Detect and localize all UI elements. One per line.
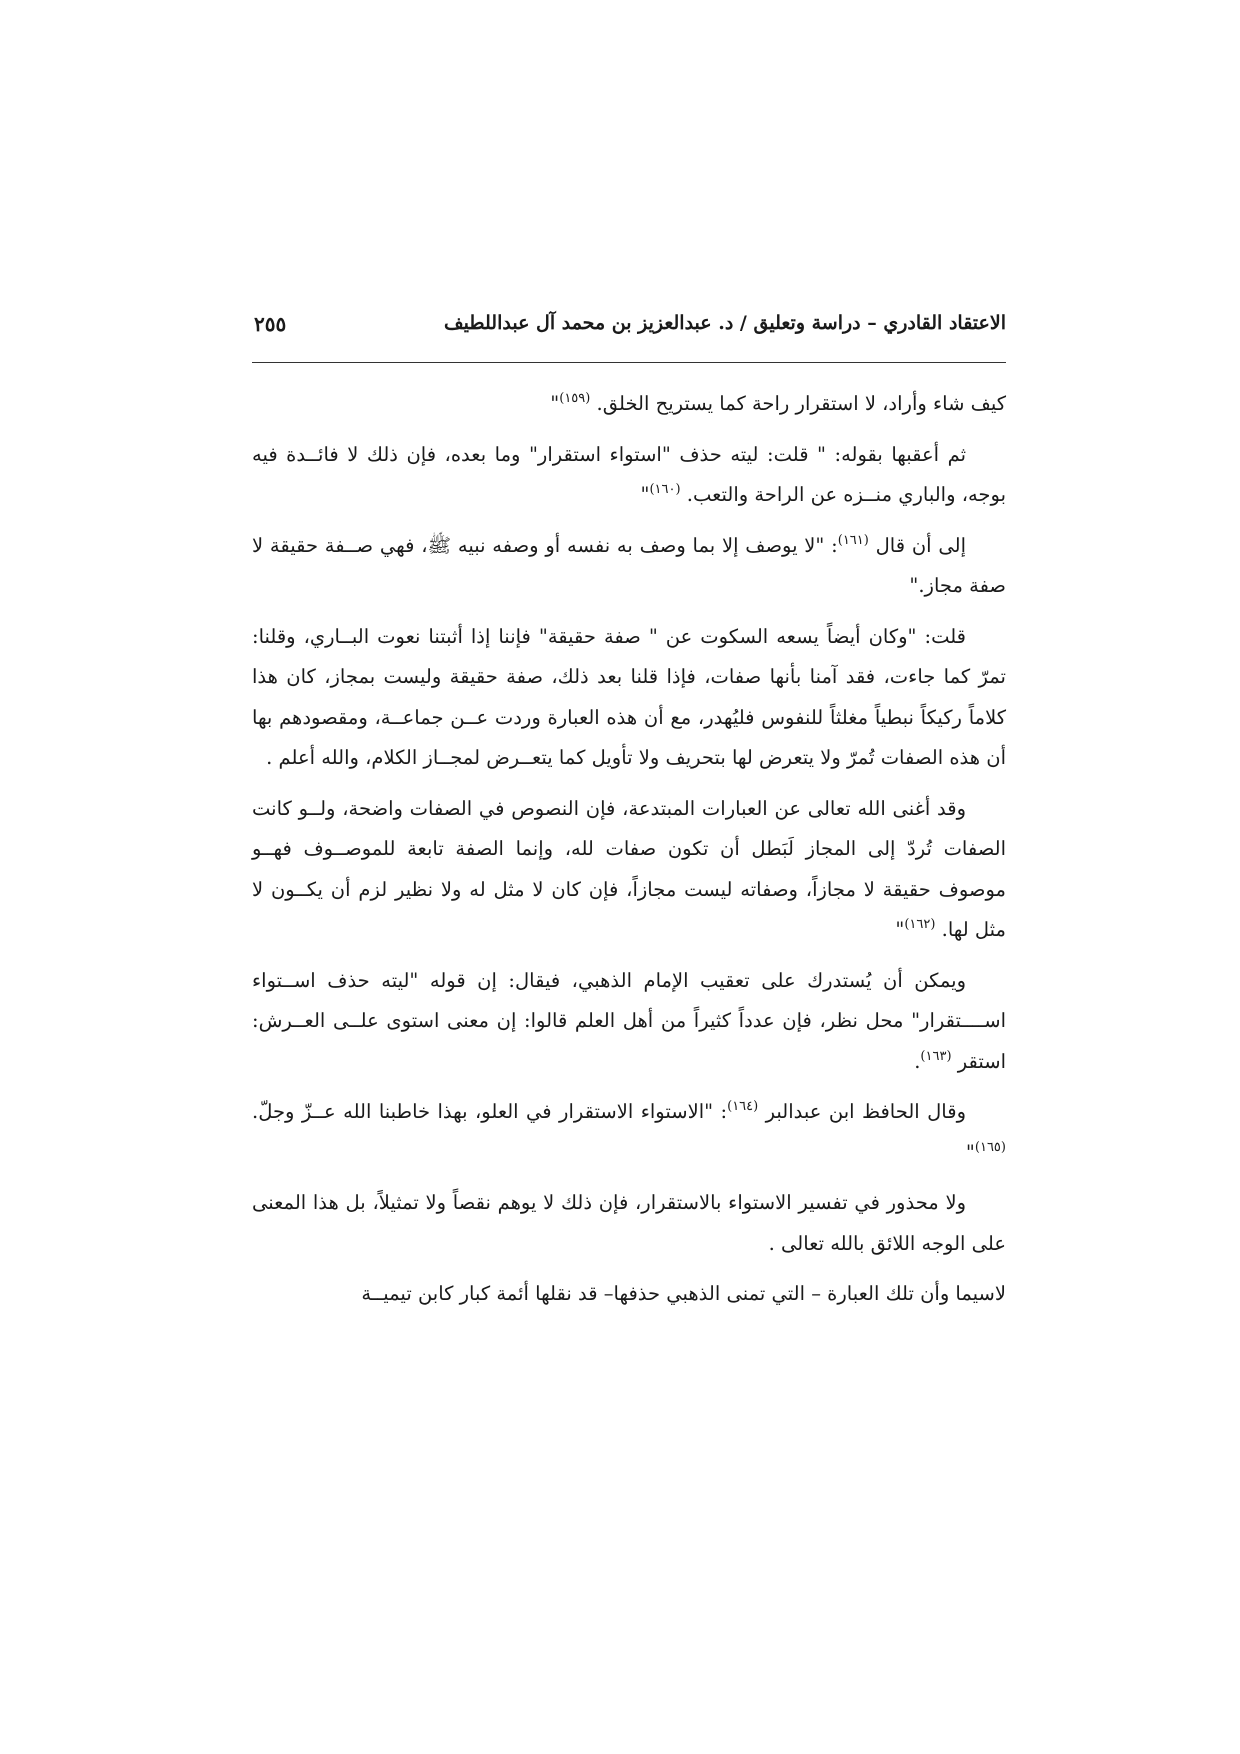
paragraph-text: ويمكن أن يُستدرك على تعقيب الإمام الذهبي، فيقال: إن قوله "ليته حذف اســتواء اســــتقرار" محل نظر، فإن عدداً كثيراً من أهل العلم قالوا: إن معنى استوى علــى العــرش: استقر (252, 968, 1006, 1073)
paragraph (252, 384, 1006, 425)
paragraph-text: ثم أعقبها بقوله: " قلت: ليته حذف "استواء استقرار" وما بعده، فإن ذلك لا فائــدة فيه بوجه، والباري منــزه عن الراحة والتعب. (252, 442, 1006, 506)
footnote-marker: (١٦٤) (727, 1099, 759, 1114)
paragraph-text: " (895, 918, 905, 941)
paragraph-text: " (965, 1140, 975, 1164)
page-number: ٢٥٥ (254, 312, 287, 336)
body-text (252, 384, 1006, 1325)
footnote-marker: (١٦١) (837, 532, 869, 548)
footnote-marker: (١٦٠) (649, 482, 681, 497)
footnote-marker: (١٥٩) (559, 391, 591, 406)
paragraph-text: ولا محذور في تفسير الاستواء بالاستقرار، فإن ذلك لا يوهم نقصاً ولا تمثيلاً، بل هذا المعنى على الوجه اللائق بالله تعالى . (252, 1191, 1006, 1255)
paragraph (252, 617, 1006, 779)
paragraph (252, 1274, 1006, 1315)
paragraph-text: " (550, 392, 560, 415)
running-header (254, 312, 1006, 352)
paragraph-text: وقد أغنى الله تعالى عن العبارات المبتدعة، فإن النصوص في الصفات واضحة، ولــو كانت الصفات تُردّ إلى المجاز لَبَطل أن تكون صفات لله، وإنما الصفة تابعة للموصــوف فهــو موصوف حقيقة لا مجازاً، وصفاته ليست مجازاً، فإن كان لا مثل له ولا نظير لزم أن يكــون لا مثل لها. (252, 796, 1006, 941)
header-divider (252, 362, 1006, 363)
paragraph (252, 435, 1006, 516)
paragraph-text: كيف شاء وأراد، لا استقرار راحة كما يستريح الخلق. (590, 392, 1006, 415)
paragraph-text: إلى أن قال (868, 533, 966, 557)
paragraph-text: : "الاستواء الاستقرار في العلو، بهذا خاطبنا الله عــزّ وجلّ. (252, 1100, 728, 1123)
paragraph (252, 1183, 1006, 1264)
paragraph (252, 961, 1006, 1083)
paragraph-text: . (914, 1049, 921, 1073)
paragraph (252, 1092, 1006, 1173)
paragraph-text: وقال الحافظ ابن عبدالبر (758, 1100, 966, 1123)
paragraph-text: : "لا يوصف إلا بما وصف به نفسه أو وصفه نبيه ﷺ، فهي صــفة حقيقة لا صفة مجاز." (252, 533, 1006, 597)
footnote-marker: (١٦٢) (904, 917, 936, 932)
footnote-marker: (١٦٣) (920, 1048, 952, 1064)
paragraph-text: قلت: "وكان أيضاً يسعه السكوت عن " صفة حقيقة" فإننا إذا أثبتنا نعوت البــاري، وقلنا: تمرّ كما جاءت، فقد آمنا بأنها صفات، فإذا قلنا بعد ذلك، صفة حقيقة وليست بمجاز، كان هذا كلاماً ركيكاً نبطياً مغلثاً للنفوس فليُهدر، مع أن هذه العبارة وردت عــن جماعــة، ومقصودهم بها أن هذه الصفات تُمرّ ولا يتعرض لها بتحريف ولا تأويل كما يتعــرض لمجــاز الكلام، والله أعلم . (252, 624, 1006, 769)
paragraph-text: لاسيما وأن تلك العبارة – التي تمنى الذهبي حذفها– قد نقلها أئمة كبار كابن تيميــة (361, 1282, 1006, 1305)
header-title: الاعتقاد القادري – دراسة وتعليق / د. عبدالعزيز بن محمد آل عبداللطيف (444, 312, 1006, 334)
paragraph (252, 789, 1006, 951)
paragraph (252, 526, 1006, 607)
paragraph-text: " (640, 483, 650, 506)
footnote-marker: (١٦٥) (974, 1139, 1006, 1155)
